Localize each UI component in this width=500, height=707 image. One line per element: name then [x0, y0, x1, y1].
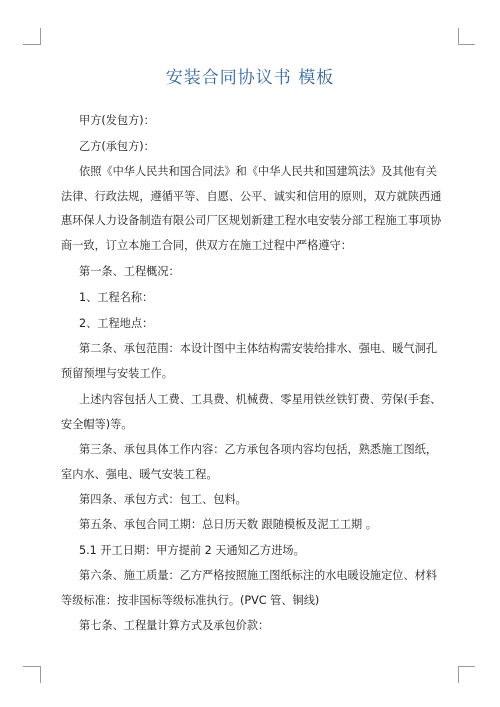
crop-mark-top-right-h — [458, 44, 475, 45]
crop-mark-bottom-right-h — [458, 666, 475, 667]
article-4-paragraph: 第四条、承包方式：包工、包料。 — [79, 493, 247, 506]
preamble-paragraph: 依照《中华人民共和国合同法》和《中华人民共和国建筑法》及其他有关法律、行政法规，遵循平等、自愿、公平、诚实和信用的原则，双方就陕西通惠环保人力设备制造有限公司厂区规划新建工程水电安装分部工程施工事项协商一致，订立本施工合同，供双方在施工过程中严格遵守： — [61, 165, 442, 252]
crop-mark-top-left-h — [23, 44, 40, 45]
start-date-line: 5.1 开工日期：甲方提前 2 天通知乙方进场。 — [79, 544, 305, 557]
project-name-line: 1、工程名称： — [79, 291, 154, 304]
article-3-paragraph: 第三条、承包具体工作内容：乙方承包各项内容均包括，熟悉施工图纸，室内水、强电、暖气安装工程。 — [61, 443, 438, 481]
article-5-paragraph: 第五条、承包合同工期：总日历天数 跟随模板及泥工工期 。 — [79, 518, 377, 531]
party-b-line: 乙方(承包方)： — [79, 140, 155, 153]
article-7-heading: 第七条、工程量计算方式及承包价款： — [79, 619, 270, 632]
crop-mark-bottom-right-v — [458, 666, 459, 683]
article-6-paragraph: 第六条、施工质量：乙方严格按照施工图纸标注的水电暖设施定位、材料等级标准：按非国标等级标准执行。(PVC 管、铜线) — [61, 569, 438, 607]
project-location-line: 2、工程地点： — [79, 317, 154, 330]
party-a-line: 甲方(发包方)： — [79, 114, 155, 127]
crop-mark-top-right-v — [458, 28, 459, 45]
document-title: 安装合同协议书 模板 — [165, 68, 335, 88]
scope-costs-paragraph: 上述内容包括人工费、工具费、机械费、零星用铁丝铁钉费、劳保(手套、安全帽等)等。 — [61, 393, 442, 431]
crop-mark-top-left-v — [40, 28, 41, 45]
article-2-paragraph: 第二条、承包范围：本设计图中主体结构需安装给排水、强电、暖气洞孔预留预埋与安装工作。 — [61, 342, 438, 380]
crop-mark-bottom-left-h — [23, 666, 40, 667]
crop-mark-bottom-left-v — [40, 666, 41, 683]
article-1-heading: 第一条、工程概况： — [79, 265, 180, 278]
